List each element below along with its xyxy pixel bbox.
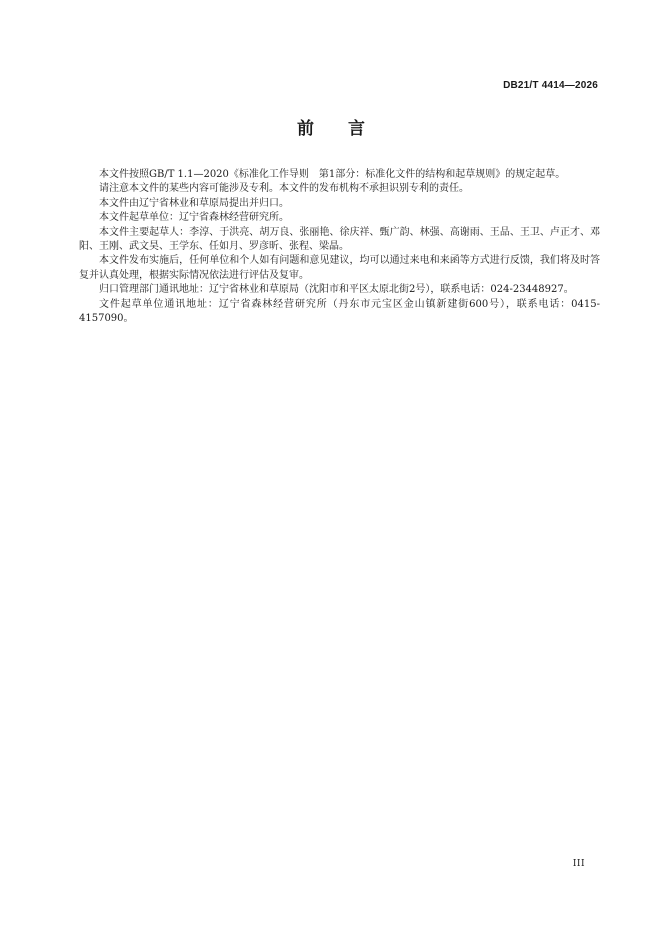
paragraph-patent-notice: 请注意本文件的某些内容可能涉及专利。本文件的发布机构不承担识别专利的责任。 [99,183,469,195]
document-body [79,168,600,326]
paragraph-drafting-basis: 本文件按照GB/T 1.1—2020《标准化工作导则 第1部分：标准化文件的结构和起草规则》的规定起草。 [99,169,566,180]
page-title: 前言 [297,119,399,139]
paragraph-proposer: 本文件由辽宁省林业和草原局提出并归口。 [99,197,289,209]
paragraph-drafting-unit: 本文件起草单位：辽宁省森林经营研究所。 [99,212,289,224]
paragraph-drafter-address: 文件起草单位通讯地址：辽宁省森林经营研究所（丹东市元宝区金山镇新建街600号），联系电话：0415-4157090。 [79,298,600,325]
paragraph-drafters: 本文件主要起草人：李淳、于洪亮、胡万良、张丽艳、徐庆祥、甄广韵、林强、高谢雨、王品、王卫、卢正才、邓阳、王刚、武文昊、王学东、任如月、罗彦昕、张程、梁晶。 [79,226,600,253]
paragraph-feedback: 本文件发布实施后，任何单位和个人如有问题和意见建议，均可以通过来电和来函等方式进行反馈，我们将及时答复并认真处理，根据实际情况依法进行评估及复审。 [79,255,600,281]
paragraph-authority-address: 归口管理部门通讯地址：辽宁省林业和草原局（沈阳市和平区太原北街2号），联系电话：024-23448927。 [99,284,574,296]
document-code: DB21/T 4414—2026 [503,80,598,91]
page-number: III [572,859,585,869]
